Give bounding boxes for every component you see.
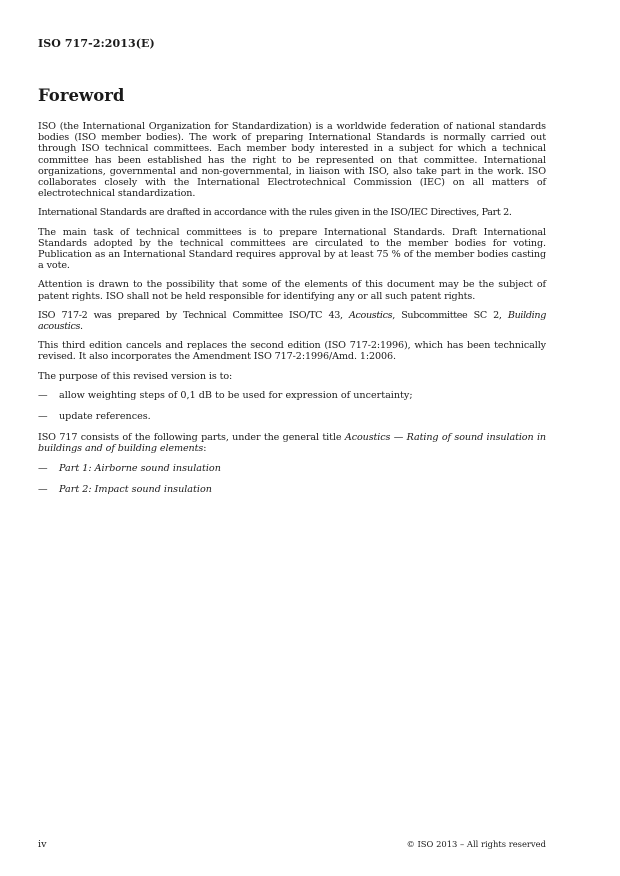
purpose-item-text: allow weighting steps of 0,1 dB to be used for expression of uncertainty; [59,389,413,401]
paragraph-iso-intro: ISO (the International Organization for Standardization) is a worldwide federation of national standards bodies (ISO member bodies). The work of preparing International Standards is normally carried out through ISO technical committees. Each member body interested in a subject for which a technical committee has been established has the right to be represented on that committee. International organizations, governmental and non-governmental, in liaison with ISO, also take part in the work. ISO collaborates closely with the International Electrotechnical Commission (IEC) on all matters of electrotechnical standardization. [38,121,546,200]
page-title: Foreword [38,86,125,105]
dash-bullet: — [38,483,48,495]
paragraph-patent-rights: Attention is drawn to the possibility that some of the elements of this document may be the subject of patent rights. ISO shall not be held responsible for identifying any or all such patent rights. [38,279,546,302]
purpose-item-text: update references. [59,411,151,423]
paragraph-parts-intro [38,432,546,454]
subcommittee-name: Building acoustics [38,309,546,333]
parts-list-item [38,484,546,495]
paragraph-technical-committees: The main task of technical committees is to prepare International Standards. Draft International Standards adopted by the technical committees are circulated to the member bodies for voting. Publication as an International Standard requires approval by at least 75 % of the member bodies casting a vote. [38,226,546,272]
paragraph-prepared-by [38,310,546,332]
parts-list-item [38,463,546,474]
purpose-list-item [38,411,546,422]
part-title: Part 2: Impact sound insulation [59,483,212,495]
foreword-body [38,121,546,505]
colon: : [203,443,207,455]
paragraph-purpose: The purpose of this revised version is to: [38,370,233,382]
committee-name: Acoustics [348,309,393,321]
dash-bullet: — [38,389,48,401]
part-title: Part 1: Airborne sound insulation [59,462,221,474]
parts-intro-text: ISO 717 consists of the following parts, under the general title [38,432,345,444]
purpose-list-item [38,390,546,401]
paragraph-edition: This third edition cancels and replaces the second edition (ISO 717-2:1996), which has been technically revised. It also incorporates the Amendment ISO 717-2:1996/Amd. 1:2006. [38,340,546,363]
dash-bullet: — [38,411,48,423]
copyright-notice: © ISO 2013 – All rights reserved [406,839,546,849]
subcommittee-text: , Subcommittee SC 2, [392,309,508,321]
prepared-by-text: ISO 717-2 was prepared by Technical Committee ISO/TC 43, [38,309,349,321]
paragraph-directives: International Standards are drafted in accordance with the rules given in the ISO/IEC Directives, Part 2. [38,207,512,219]
page-number: iv [38,839,47,850]
document-id-header: ISO 717-2:2013(E) [38,37,155,50]
dash-bullet: — [38,462,48,474]
period: . [80,321,83,333]
general-title: Acoustics — Rating of sound insulation in buildings and of building elements [38,432,546,455]
